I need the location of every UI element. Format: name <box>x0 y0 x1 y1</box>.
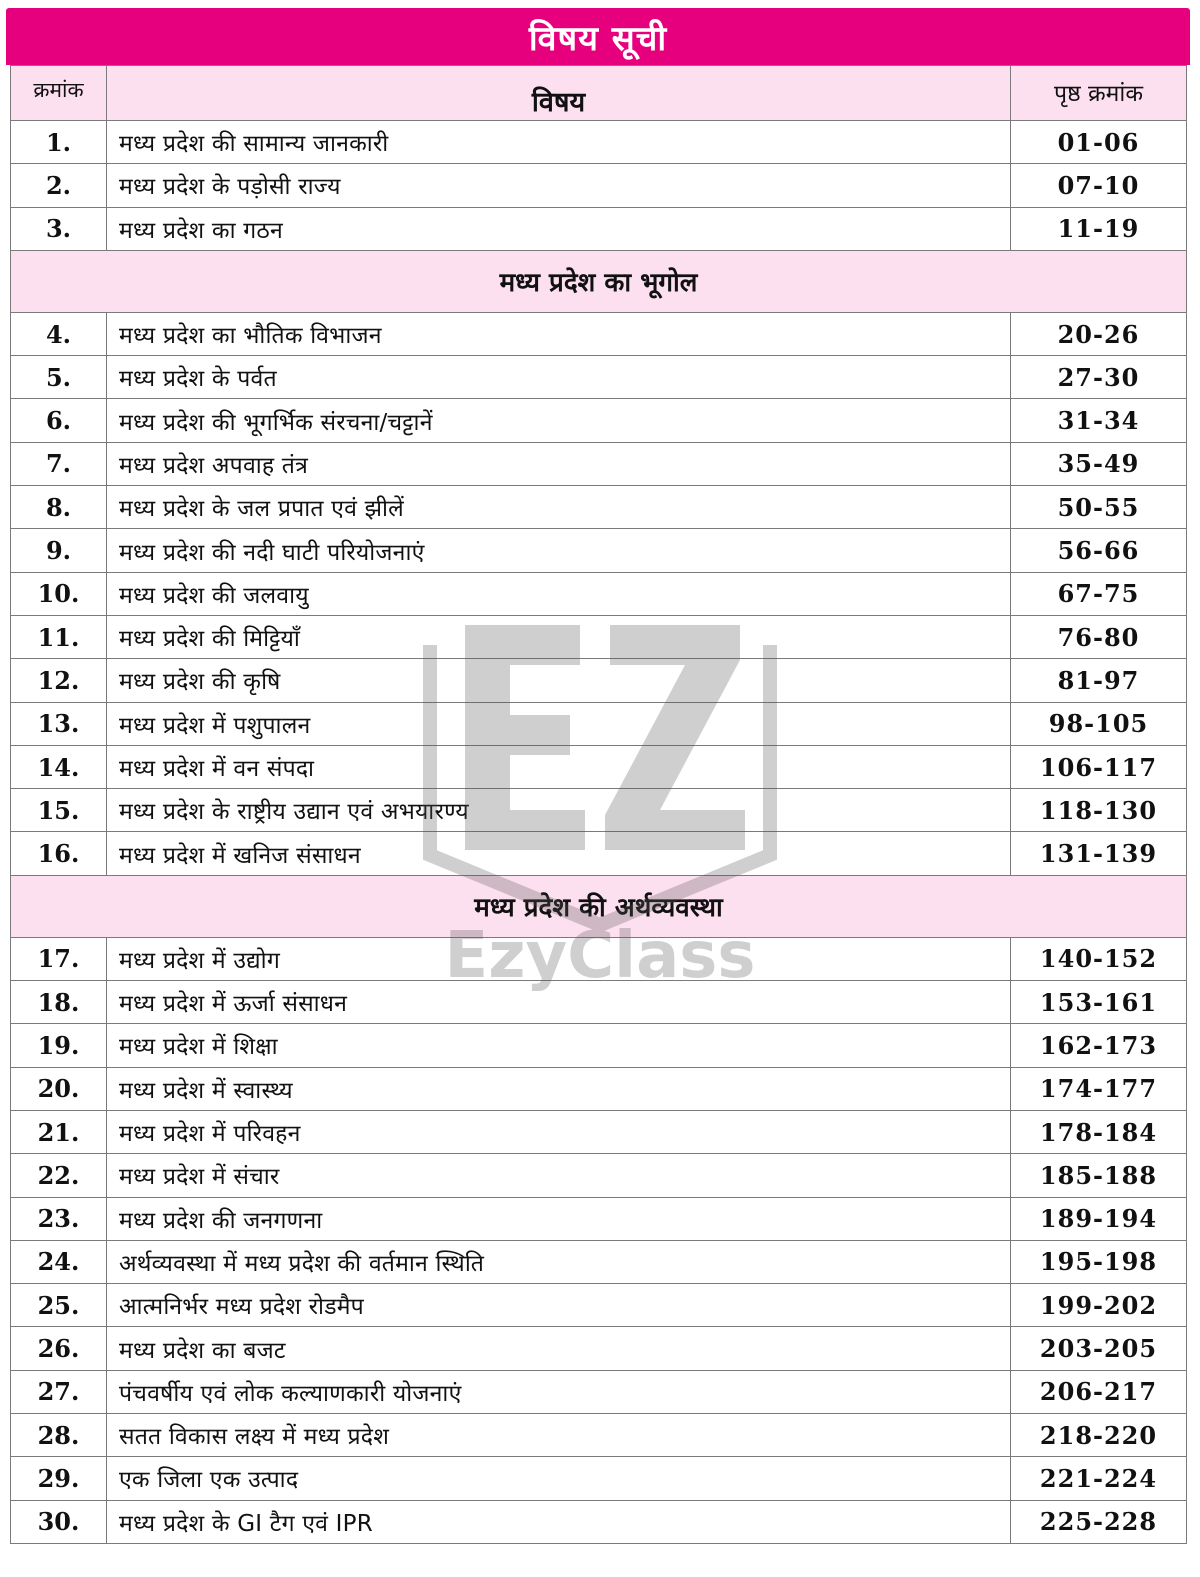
row-number: 19. <box>11 1024 107 1067</box>
row-pages: 81-97 <box>1011 659 1187 702</box>
table-row <box>11 486 1187 529</box>
row-pages: 140-152 <box>1011 937 1187 980</box>
row-pages: 76-80 <box>1011 615 1187 658</box>
row-number: 6. <box>11 399 107 442</box>
row-topic: मध्य प्रदेश में वन संपदा <box>107 745 1011 788</box>
table-row <box>11 164 1187 207</box>
row-pages: 203-205 <box>1011 1327 1187 1370</box>
row-topic: मध्य प्रदेश की भूगर्भिक संरचना/चट्टानें <box>107 399 1011 442</box>
row-pages: 199-202 <box>1011 1284 1187 1327</box>
column-header-number: क्रमांक <box>11 66 107 121</box>
row-pages: 27-30 <box>1011 356 1187 399</box>
row-number: 27. <box>11 1370 107 1413</box>
column-header-pages: पृष्ठ क्रमांक <box>1011 66 1187 121</box>
row-pages: 221-224 <box>1011 1457 1187 1500</box>
row-topic: मध्य प्रदेश में उद्योग <box>107 937 1011 980</box>
row-number: 21. <box>11 1110 107 1153</box>
table-row <box>11 1370 1187 1413</box>
table-row <box>11 702 1187 745</box>
row-topic: सतत विकास लक्ष्य में मध्य प्रदेश <box>107 1414 1011 1457</box>
table-row <box>11 1067 1187 1110</box>
row-number: 14. <box>11 745 107 788</box>
row-topic: आत्मनिर्भर मध्य प्रदेश रोडमैप <box>107 1284 1011 1327</box>
contents-table <box>10 65 1187 1544</box>
table-row <box>11 121 1187 164</box>
row-topic: एक जिला एक उत्पाद <box>107 1457 1011 1500</box>
row-pages: 178-184 <box>1011 1110 1187 1153</box>
row-pages: 174-177 <box>1011 1067 1187 1110</box>
row-topic: मध्य प्रदेश में परिवहन <box>107 1110 1011 1153</box>
row-topic: मध्य प्रदेश का बजट <box>107 1327 1011 1370</box>
table-row <box>11 1500 1187 1543</box>
table-row <box>11 399 1187 442</box>
row-number: 4. <box>11 312 107 355</box>
row-number: 28. <box>11 1414 107 1457</box>
row-topic: मध्य प्रदेश में ऊर्जा संसाधन <box>107 981 1011 1024</box>
row-topic: मध्य प्रदेश का गठन <box>107 207 1011 250</box>
table-row <box>11 312 1187 355</box>
row-pages: 07-10 <box>1011 164 1187 207</box>
row-pages: 225-228 <box>1011 1500 1187 1543</box>
row-topic: मध्य प्रदेश के राष्ट्रीय उद्यान एवं अभयारण्य <box>107 789 1011 832</box>
row-topic: मध्य प्रदेश में संचार <box>107 1154 1011 1197</box>
row-number: 11. <box>11 615 107 658</box>
row-pages: 162-173 <box>1011 1024 1187 1067</box>
table-row <box>11 442 1187 485</box>
row-topic: मध्य प्रदेश में स्वास्थ्य <box>107 1067 1011 1110</box>
row-number: 23. <box>11 1197 107 1240</box>
table-row <box>11 615 1187 658</box>
row-topic: मध्य प्रदेश की जलवायु <box>107 572 1011 615</box>
row-pages: 35-49 <box>1011 442 1187 485</box>
watermark-text: EzyClass <box>444 919 756 993</box>
table-row <box>11 1197 1187 1240</box>
row-number: 25. <box>11 1284 107 1327</box>
table-row <box>11 789 1187 832</box>
row-topic: मध्य प्रदेश की सामान्य जानकारी <box>107 121 1011 164</box>
row-topic: अर्थव्यवस्था में मध्य प्रदेश की वर्तमान स्थिति <box>107 1240 1011 1283</box>
row-number: 15. <box>11 789 107 832</box>
row-pages: 20-26 <box>1011 312 1187 355</box>
table-row <box>11 981 1187 1024</box>
row-number: 8. <box>11 486 107 529</box>
row-pages: 185-188 <box>1011 1154 1187 1197</box>
row-topic: मध्य प्रदेश के जल प्रपात एवं झीलें <box>107 486 1011 529</box>
row-pages: 106-117 <box>1011 745 1187 788</box>
row-number: 18. <box>11 981 107 1024</box>
row-number: 16. <box>11 832 107 875</box>
row-topic: मध्य प्रदेश के GI टैग एवं IPR <box>107 1500 1011 1543</box>
table-row <box>11 207 1187 250</box>
row-pages: 118-130 <box>1011 789 1187 832</box>
table-row <box>11 1110 1187 1153</box>
row-pages: 11-19 <box>1011 207 1187 250</box>
row-pages: 67-75 <box>1011 572 1187 615</box>
row-topic: मध्य प्रदेश में खनिज संसाधन <box>107 832 1011 875</box>
row-number: 13. <box>11 702 107 745</box>
table-row <box>11 1024 1187 1067</box>
row-pages: 189-194 <box>1011 1197 1187 1240</box>
row-topic: पंचवर्षीय एवं लोक कल्याणकारी योजनाएं <box>107 1370 1011 1413</box>
contents-page <box>6 8 1190 1544</box>
section-heading-row <box>11 250 1187 312</box>
row-number: 1. <box>11 121 107 164</box>
row-number: 10. <box>11 572 107 615</box>
section-heading-row <box>11 875 1187 937</box>
title-banner <box>6 8 1190 65</box>
table-row <box>11 1414 1187 1457</box>
table-header-row <box>11 66 1187 121</box>
row-topic: मध्य प्रदेश में पशुपालन <box>107 702 1011 745</box>
section-heading: मध्य प्रदेश की अर्थव्यवस्था <box>11 875 1187 937</box>
table-row <box>11 745 1187 788</box>
row-pages: 31-34 <box>1011 399 1187 442</box>
row-number: 22. <box>11 1154 107 1197</box>
row-topic: मध्य प्रदेश के पड़ोसी राज्य <box>107 164 1011 207</box>
row-topic: मध्य प्रदेश का भौतिक विभाजन <box>107 312 1011 355</box>
row-topic: मध्य प्रदेश के पर्वत <box>107 356 1011 399</box>
row-pages: 195-198 <box>1011 1240 1187 1283</box>
row-topic: मध्य प्रदेश की कृषि <box>107 659 1011 702</box>
row-number: 12. <box>11 659 107 702</box>
table-row <box>11 1457 1187 1500</box>
row-number: 30. <box>11 1500 107 1543</box>
table-row <box>11 1154 1187 1197</box>
row-topic: मध्य प्रदेश की जनगणना <box>107 1197 1011 1240</box>
row-number: 7. <box>11 442 107 485</box>
row-pages: 98-105 <box>1011 702 1187 745</box>
row-number: 24. <box>11 1240 107 1283</box>
row-topic: मध्य प्रदेश में शिक्षा <box>107 1024 1011 1067</box>
row-number: 17. <box>11 937 107 980</box>
row-number: 29. <box>11 1457 107 1500</box>
page-title: विषय सूची <box>528 18 668 59</box>
table-row <box>11 1240 1187 1283</box>
row-pages: 218-220 <box>1011 1414 1187 1457</box>
table-row <box>11 1327 1187 1370</box>
row-pages: 153-161 <box>1011 981 1187 1024</box>
row-number: 20. <box>11 1067 107 1110</box>
column-header-topic: विषय <box>107 66 1011 121</box>
row-number: 5. <box>11 356 107 399</box>
table-row <box>11 572 1187 615</box>
row-pages: 131-139 <box>1011 832 1187 875</box>
table-row <box>11 832 1187 875</box>
row-number: 9. <box>11 529 107 572</box>
row-topic: मध्य प्रदेश की मिट्टियाँ <box>107 615 1011 658</box>
table-row <box>11 937 1187 980</box>
row-pages: 01-06 <box>1011 121 1187 164</box>
section-heading: मध्य प्रदेश का भूगोल <box>11 250 1187 312</box>
row-number: 2. <box>11 164 107 207</box>
row-topic: मध्य प्रदेश अपवाह तंत्र <box>107 442 1011 485</box>
table-row <box>11 529 1187 572</box>
row-pages: 206-217 <box>1011 1370 1187 1413</box>
row-topic: मध्य प्रदेश की नदी घाटी परियोजनाएं <box>107 529 1011 572</box>
row-pages: 50-55 <box>1011 486 1187 529</box>
row-number: 26. <box>11 1327 107 1370</box>
row-pages: 56-66 <box>1011 529 1187 572</box>
row-number: 3. <box>11 207 107 250</box>
table-row <box>11 659 1187 702</box>
table-row <box>11 356 1187 399</box>
table-row <box>11 1284 1187 1327</box>
